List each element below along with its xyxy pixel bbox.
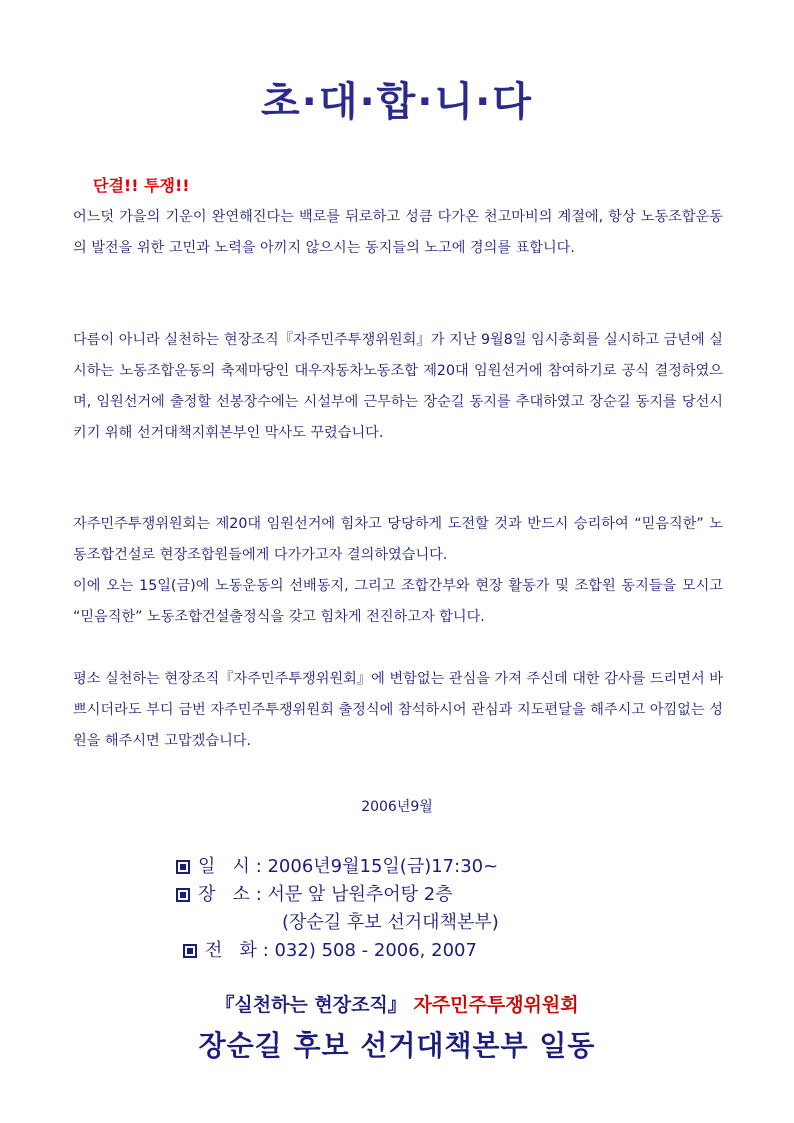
organization-prefix: 『실천하는 현장조직』 bbox=[215, 994, 407, 1016]
phone-label: 전 화 bbox=[205, 940, 257, 961]
checkbox-bullet-icon bbox=[176, 888, 190, 902]
document-date: 2006년9월 bbox=[361, 799, 433, 815]
organization-line bbox=[0, 990, 794, 1017]
paragraph-announcement: 다름이 아니라 실천하는 현장조직『자주민주투쟁위원회』가 지난 9월8일 임시총회를 실시하고 금년에 실시하는 노동조합운동의 축제마당인 대우자동차노동조합 제20대 임원선거에 참여하기로 공식 결정하였으며, 임원선거에 출정할 선봉장수에는 시설부에 근무하는 장순길 동지를 추대하였고 장순길 동지를 당선시키기 위해 선거대책지휘본부인 막사도 꾸렸습니다. bbox=[73, 332, 723, 441]
paragraph-intro: 어느덧 가을의 기운이 완연해진다는 백로를 뒤로하고 성큼 다가온 천고마비의 계절에, 항상 노동조합운동의 발전을 위한 고민과 노력을 아끼지 않으시는 동지들의 노고에 경의를 표합니다. bbox=[73, 209, 723, 256]
paragraph-closing: 평소 실천하는 현장조직『자주민주투쟁위원회』에 변함없는 관심을 가져 주신데 대한 감사를 드리면서 바쁘시더라도 부디 금번 자주민주투쟁위원회 출정식에 참석하시어 관심과 지도편달을 해주시고 아낌없는 성원을 해주시면 고맙겠습니다. bbox=[73, 671, 723, 749]
phone-value: : 032) 508 - 2006, 2007 bbox=[262, 940, 477, 961]
info-where bbox=[176, 880, 453, 906]
when-value: : 2006년9월15일(금)17:30~ bbox=[255, 856, 499, 877]
paragraph-resolution: 자주민주투쟁위원회는 제20대 임원선거에 힘차고 당당하게 도전할 것과 반드시 승리하여 “믿음직한” 노동조합건설로 현장조합원들에게 다가가고자 결의하였습니다. 이에 오는 15일(금)에 노동운동의 선배동지, 그리고 조합간부와 현장 활동가 및 조합원 동지들을 모시고 “믿음직한” 노동조합건설출정식을 갖고 힘차게 전진하고자 합니다. bbox=[73, 516, 723, 625]
info-when bbox=[176, 852, 498, 878]
checkbox-bullet-icon bbox=[176, 860, 190, 874]
signature-team: 장순길 후보 선거대책본부 일동 bbox=[198, 1029, 596, 1062]
invitation-title: 초·대·합·니·다 bbox=[261, 79, 533, 125]
greeting-slogan: 단결!! 투쟁!! bbox=[93, 176, 190, 195]
where-value: : 서문 앞 남원추어탕 2층 bbox=[255, 884, 453, 905]
organization-name: 자주민주투쟁위원회 bbox=[413, 994, 579, 1016]
info-phone bbox=[183, 936, 477, 962]
checkbox-bullet-icon bbox=[183, 944, 197, 958]
where-label: 장 소 bbox=[198, 884, 250, 905]
when-label: 일 시 bbox=[198, 856, 250, 877]
info-where-note: (장순길 후보 선거대책본부) bbox=[282, 912, 499, 933]
